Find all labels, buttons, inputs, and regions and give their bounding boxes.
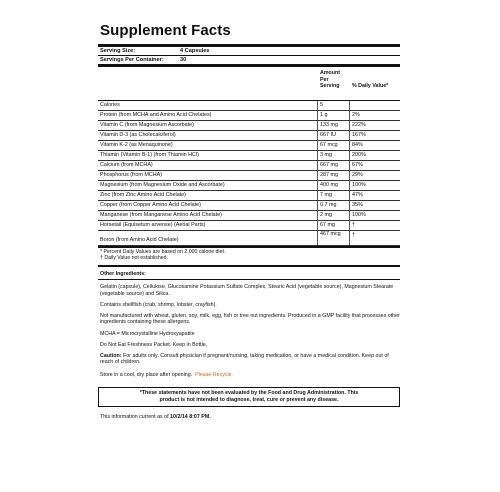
nutrient-amount: 5 bbox=[320, 102, 323, 108]
servings-per-container-row bbox=[98, 56, 400, 64]
shellfish-text: Contains shellfish (crab, shrimp, lobster, crayfish). bbox=[100, 301, 217, 308]
nutrient-amount: 667 IU bbox=[320, 132, 336, 138]
nutrient-amount: 7 mg bbox=[320, 192, 332, 198]
nutrient-name: Vitamin D-3 (as Cholecalciferol) bbox=[100, 132, 176, 138]
ingredients-text: Gelatin (capsule), Cellulose, Glucosamine Potassium Sulfate Complex, Stearic Acid (vegetable source), Magnesium Stearate (vegetable source) and Silica. bbox=[100, 284, 394, 297]
allergen-text: Not manufactured with wheat, gluten, soy, milk, egg, fish or tree nut ingredients. Produced in a GMP facility that processes other ingredients containing these allergens. bbox=[100, 312, 400, 326]
nutrient-name: Boron (from Amino Acid Chelate) bbox=[100, 237, 179, 243]
nutrient-name: Thiamin (Vitamin B-1) (from Thiamin HCl) bbox=[100, 152, 199, 158]
nutrient-row bbox=[98, 231, 400, 246]
nutrient-daily-value: 100% bbox=[352, 212, 366, 218]
nutrient-row bbox=[98, 161, 400, 171]
amount-header-line: Per bbox=[320, 76, 329, 83]
current-as-of bbox=[98, 414, 400, 420]
amount-header-line: Amount bbox=[320, 70, 341, 76]
other-ingredients-section bbox=[98, 271, 400, 379]
nutrient-name: Magnesium (from Magnesium Oxide and Ascorbate) bbox=[100, 182, 225, 188]
nutrient-row bbox=[98, 141, 400, 151]
nutrient-name: Vitamin C (from Magnesium Ascorbate) bbox=[100, 122, 194, 128]
disclaimer-line: *These statements have not been evaluated by the Food and Drug Administration. This bbox=[139, 389, 359, 396]
nutrient-name: Horsetail (Equisetum arvense) (Aerial Parts) bbox=[100, 222, 206, 228]
footnotes bbox=[98, 249, 400, 262]
nutrient-row bbox=[98, 221, 400, 231]
caution-label: Caution: bbox=[100, 352, 122, 359]
current-label: This information current as of bbox=[100, 413, 171, 420]
nutrient-daily-value: 200% bbox=[352, 152, 366, 158]
serving-size-value: 4 Capsules bbox=[180, 48, 210, 54]
nutrient-amount: 400 mg bbox=[320, 182, 338, 188]
freshness-packet-text: Do Not Eat Freshness Packet. Keep in Bottle. bbox=[100, 341, 208, 348]
other-ingredients-rule bbox=[98, 279, 400, 280]
current-date: 10/2/14 8:07 PM. bbox=[170, 413, 211, 420]
footnote-dv: * Percent Daily Values are based on 2,000 calorie diet. bbox=[100, 249, 226, 255]
mcha-text: MCHA = Microcrystalline Hydroxyapatite bbox=[100, 330, 195, 337]
nutrient-daily-value: † bbox=[352, 222, 355, 228]
daily-value-header: % Daily Value* bbox=[352, 83, 389, 89]
nutrient-name: Phosphorus (from MCHA) bbox=[100, 172, 163, 178]
footnote-rule bbox=[98, 265, 400, 267]
nutrient-daily-value: 167% bbox=[352, 132, 366, 138]
serving-size-row bbox=[98, 47, 400, 55]
nutrient-amount: 2 mg bbox=[320, 212, 332, 218]
nutrient-daily-value: 29% bbox=[352, 172, 363, 178]
nutrient-amount: 3 mg bbox=[320, 152, 332, 158]
nutrient-amount: 67 mcg bbox=[320, 142, 338, 148]
nutrient-name: Calories bbox=[100, 102, 120, 108]
nutrient-daily-value: 222% bbox=[352, 122, 366, 128]
nutrient-daily-value: 67% bbox=[352, 162, 363, 168]
nutrient-row bbox=[98, 181, 400, 191]
supplement-facts-panel bbox=[98, 22, 400, 420]
nutrient-name: Copper (from Copper Amino Acid Chelate) bbox=[100, 202, 201, 208]
nutrient-row bbox=[98, 101, 400, 111]
servings-per-container-label: Servings Per Container: bbox=[100, 57, 164, 63]
nutrient-amount: 1 g bbox=[320, 112, 328, 118]
panel-title: Supplement Facts bbox=[100, 22, 231, 39]
caution-body: For adults only. Consult physician if pregnant/nursing, taking medication, or have a medical condition. Keep out of reach of children. bbox=[100, 352, 389, 366]
nutrient-table bbox=[98, 100, 400, 246]
fda-disclaimer-box bbox=[98, 387, 400, 407]
nutrient-daily-value: 84% bbox=[352, 142, 363, 148]
nutrient-row bbox=[98, 201, 400, 211]
storage-body: Store in a cool, dry place after opening. bbox=[100, 371, 193, 378]
nutrient-amount: 467 mcg bbox=[320, 231, 341, 237]
amount-header-line: Serving bbox=[320, 83, 340, 90]
footnote-dagger: † Daily Value not established. bbox=[100, 255, 168, 261]
nutrient-name: Protein (from MCHA and Amino Acid Chelates) bbox=[100, 112, 212, 118]
serving-size-label: Serving Size: bbox=[100, 48, 136, 54]
nutrient-name: Zinc (from Zinc Amino Acid Chelate) bbox=[100, 192, 186, 198]
servings-per-container-value: 30 bbox=[180, 57, 187, 63]
nutrient-amount: 0.7 mg bbox=[320, 202, 337, 208]
table-bottom-rule bbox=[98, 246, 400, 248]
nutrient-daily-value: 100% bbox=[352, 182, 366, 188]
nutrient-amount: 667 mg bbox=[320, 162, 338, 168]
nutrient-row bbox=[98, 211, 400, 221]
amount-header bbox=[320, 70, 340, 90]
nutrient-name: Manganese (from Manganese Amino Acid Chelate) bbox=[100, 212, 222, 218]
table-header bbox=[98, 67, 400, 100]
nutrient-row bbox=[98, 131, 400, 141]
recycle-link[interactable]: Please Recycle. bbox=[195, 371, 234, 378]
nutrient-name: Vitamin K-2 (as Menaquinone) bbox=[100, 142, 173, 148]
nutrient-daily-value: 2% bbox=[352, 112, 360, 118]
nutrient-row bbox=[98, 111, 400, 121]
nutrient-amount: 287 mg bbox=[320, 172, 338, 178]
nutrient-daily-value: † bbox=[352, 232, 355, 238]
nutrient-daily-value: 47% bbox=[352, 192, 363, 198]
caution-text bbox=[100, 353, 400, 366]
storage-text bbox=[100, 372, 400, 379]
nutrient-daily-value: 35% bbox=[352, 202, 363, 208]
nutrient-row bbox=[98, 121, 400, 131]
nutrient-amount: 67 mg bbox=[320, 222, 335, 228]
nutrient-row bbox=[98, 191, 400, 201]
disclaimer-line: product is not intended to diagnose, treat, cure or prevent any disease. bbox=[159, 396, 339, 403]
nutrient-row bbox=[98, 151, 400, 161]
nutrient-name: Calcium (from MCHA) bbox=[100, 162, 153, 168]
other-ingredients-label: Other Ingredients: bbox=[100, 271, 146, 277]
nutrient-row bbox=[98, 171, 400, 181]
nutrient-amount: 133 mg bbox=[320, 122, 338, 128]
